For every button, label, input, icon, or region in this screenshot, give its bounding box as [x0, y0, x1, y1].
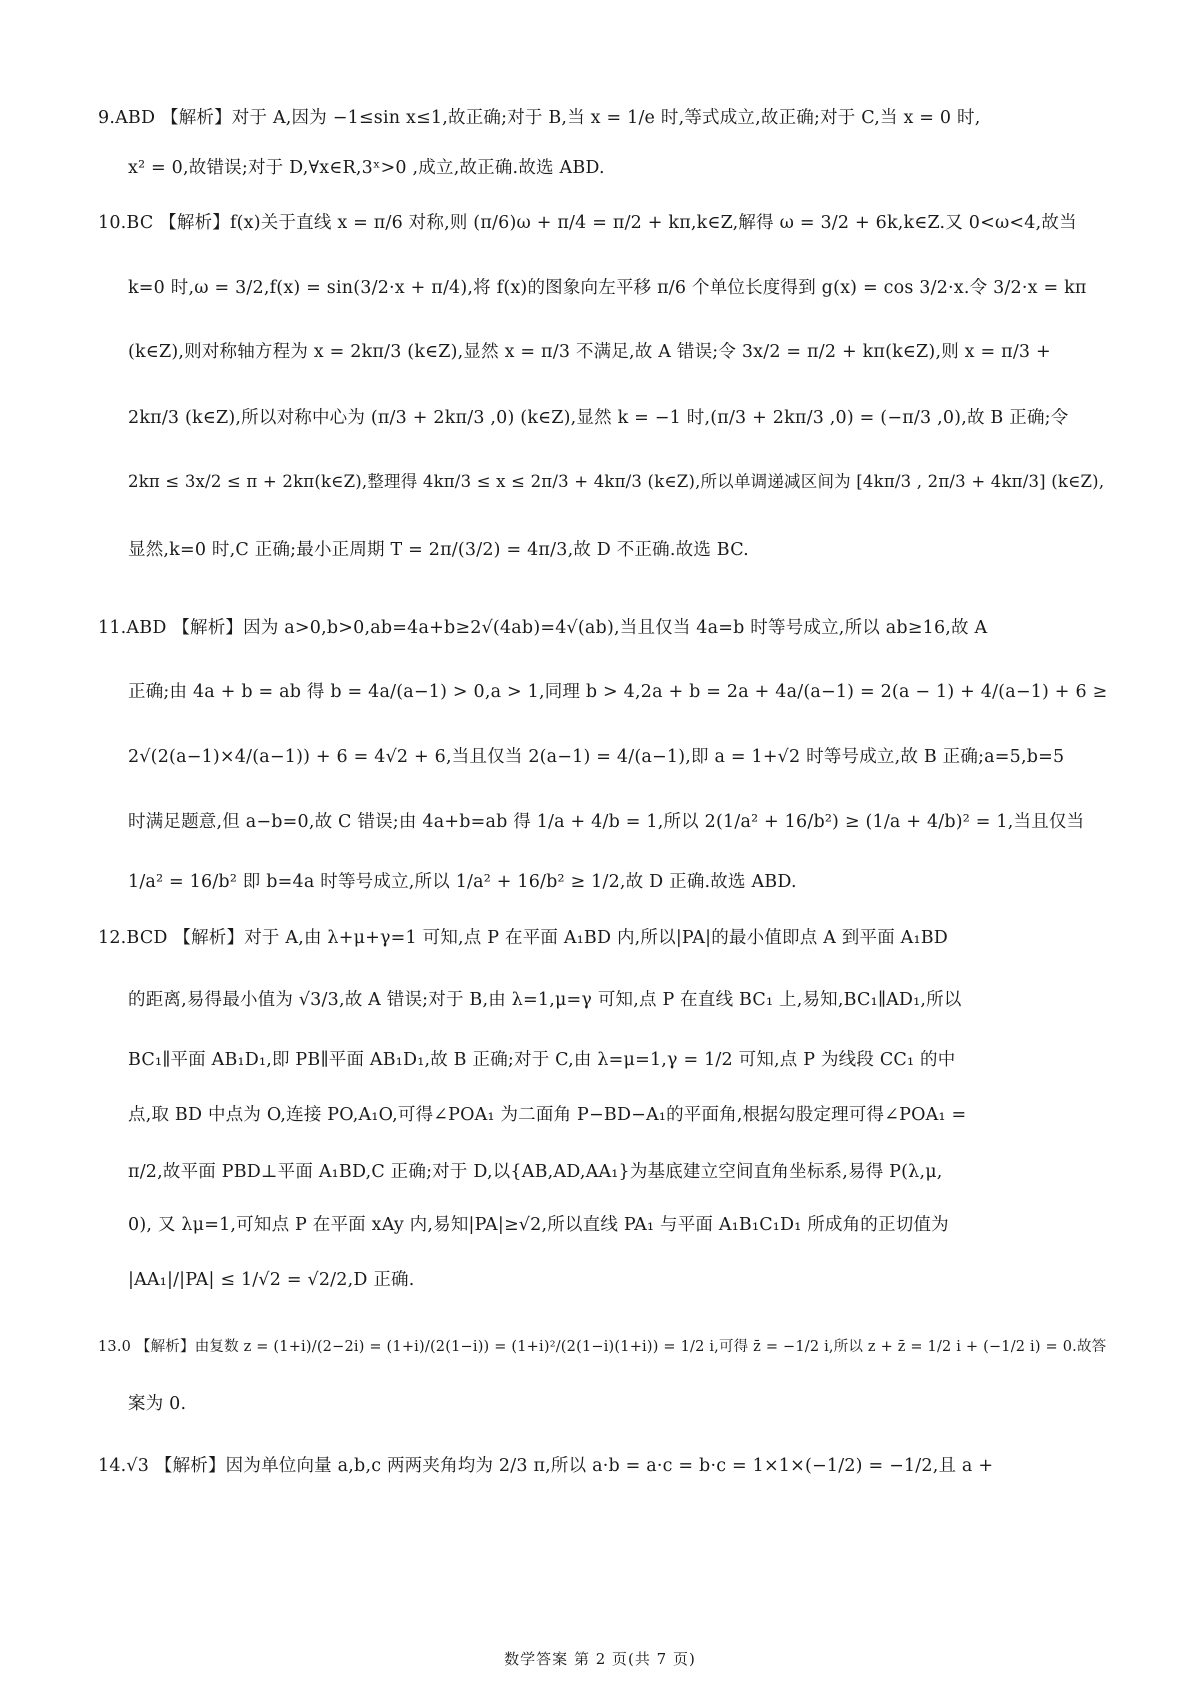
q10-line-5: 2kπ ≤ 3x/2 ≤ π + 2kπ(k∈Z),整理得 4kπ/3 ≤ x ≤ 2π/3 + 4kπ/3 (k∈Z),所以单调递减区间为 [4kπ/3 , 2π/3 + 4kπ/3] (k∈Z),	[128, 472, 1105, 491]
q13-line-2: 案为 0.	[128, 1394, 187, 1414]
q9-line-1: 9.ABD 【解析】对于 A,因为 −1≤sin x≤1,故正确;对于 B,当 x = 1/e 时,等式成立,故正确;对于 C,当 x = 0 时,	[98, 108, 981, 128]
q12-line-7: |AA₁|/|PA| ≤ 1/√2 = √2/2,D 正确.	[128, 1270, 415, 1290]
q12-line-3: BC₁∥平面 AB₁D₁,即 PB∥平面 AB₁D₁,故 B 正确;对于 C,由 λ=μ=1,γ = 1/2 可知,点 P 为线段 CC₁ 的中	[128, 1050, 956, 1070]
q10-line-3: (k∈Z),则对称轴方程为 x = 2kπ/3 (k∈Z),显然 x = π/3 不满足,故 A 错误;令 3x/2 = π/2 + kπ(k∈Z),则 x = π/3 +	[128, 342, 1051, 362]
q13-line-1: 13.0 【解析】由复数 z = (1+i)/(2−2i) = (1+i)/(2(1−i)) = (1+i)²/(2(1−i)(1+i)) = 1/2 i,可得 z̄ = −1/2 i,所以 z + z̄ = 1/2 i + (−1/2 i) = 0.故答	[98, 1339, 1107, 1355]
q12-line-6: 0), 又 λμ=1,可知点 P 在平面 xAy 内,易知|PA|≥√2,所以直线 PA₁ 与平面 A₁B₁C₁D₁ 所成角的正切值为	[128, 1215, 949, 1235]
q11-line-3: 2√(2(a−1)×4/(a−1)) + 6 = 4√2 + 6,当且仅当 2(a−1) = 4/(a−1),即 a = 1+√2 时等号成立,故 B 正确;a=5,b=5	[128, 747, 1065, 767]
q11-line-2: 正确;由 4a + b = ab 得 b = 4a/(a−1) > 0,a > 1,同理 b > 4,2a + b = 2a + 4a/(a−1) = 2(a − 1) + 4/(a−1) + 6 ≥	[128, 682, 1108, 702]
q10-line-2: k=0 时,ω = 3/2,f(x) = sin(3/2·x + π/4),将 f(x)的图象向左平移 π/6 个单位长度得到 g(x) = cos 3/2·x.令 3/2·x = kπ	[128, 278, 1087, 298]
q12-line-1: 12.BCD 【解析】对于 A,由 λ+μ+γ=1 可知,点 P 在平面 A₁BD 内,所以|PA|的最小值即点 A 到平面 A₁BD	[98, 928, 948, 948]
q11-line-1: 11.ABD 【解析】因为 a>0,b>0,ab=4a+b≥2√(4ab)=4√(ab),当且仅当 4a=b 时等号成立,所以 ab≥16,故 A	[98, 618, 988, 638]
q10-line-4: 2kπ/3 (k∈Z),所以对称中心为 (π/3 + 2kπ/3 ,0) (k∈Z),显然 k = −1 时,(π/3 + 2kπ/3 ,0) = (−π/3 ,0),故 B 正确;令	[128, 408, 1069, 428]
q12-line-4: 点,取 BD 中点为 O,连接 PO,A₁O,可得∠POA₁ 为二面角 P−BD−A₁的平面角,根据勾股定理可得∠POA₁ =	[128, 1105, 967, 1125]
page-footer: 数学答案 第 2 页(共 7 页)	[504, 1650, 696, 1668]
q10-line-1: 10.BC 【解析】f(x)关于直线 x = π/6 对称,则 (π/6)ω + π/4 = π/2 + kπ,k∈Z,解得 ω = 3/2 + 6k,k∈Z.又 0<ω<4,故当	[98, 213, 1077, 233]
q11-line-4: 时满足题意,但 a−b=0,故 C 错误;由 4a+b=ab 得 1/a + 4/b = 1,所以 2(1/a² + 16/b²) ≥ (1/a + 4/b)² = 1,当且仅当	[128, 812, 1085, 832]
q10-line-6: 显然,k=0 时,C 正确;最小正周期 T = 2π/(3/2) = 4π/3,故 D 不正确.故选 BC.	[128, 540, 749, 560]
q12-line-5: π/2,故平面 PBD⊥平面 A₁BD,C 正确;对于 D,以{AB,AD,AA₁}为基底建立空间直角坐标系,易得 P(λ,μ,	[128, 1162, 943, 1182]
q14-line-1: 14.√3 【解析】因为单位向量 a,b,c 两两夹角均为 2/3 π,所以 a·b = a·c = b·c = 1×1×(−1/2) = −1/2,且 a +	[98, 1456, 994, 1476]
q12-line-2: 的距离,易得最小值为 √3/3,故 A 错误;对于 B,由 λ=1,μ=γ 可知,点 P 在直线 BC₁ 上,易知,BC₁∥AD₁,所以	[128, 990, 962, 1010]
q11-line-5: 1/a² = 16/b² 即 b=4a 时等号成立,所以 1/a² + 16/b² ≥ 1/2,故 D 正确.故选 ABD.	[128, 872, 797, 892]
q9-line-2: x² = 0,故错误;对于 D,∀x∈R,3ˣ>0 ,成立,故正确.故选 ABD.	[128, 158, 605, 178]
